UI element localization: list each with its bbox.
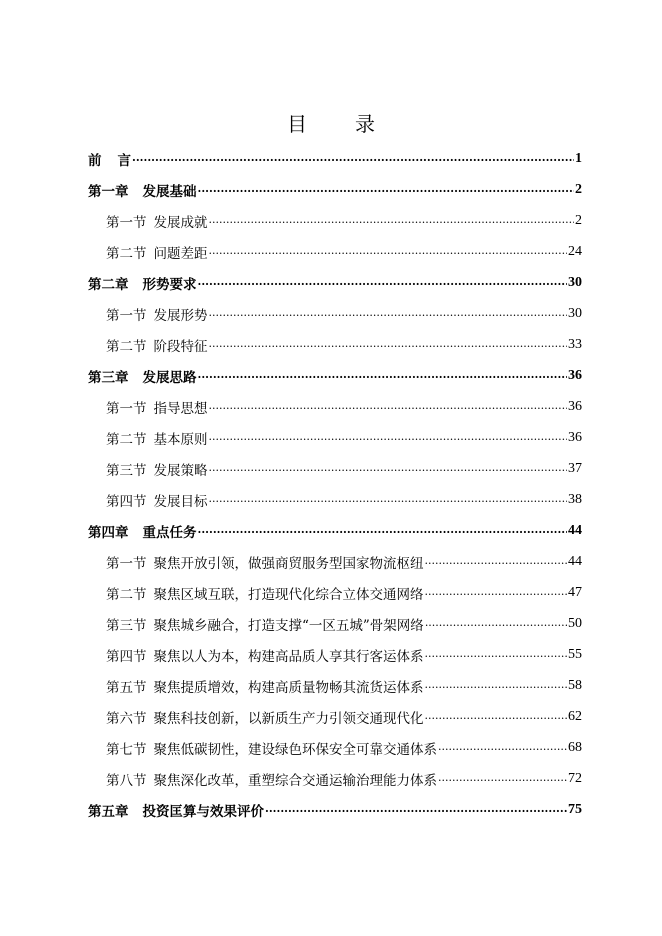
- toc-entry-label: [106, 676, 424, 696]
- toc-page-number: 24: [568, 243, 582, 259]
- toc-entry-title: 发展形势: [153, 307, 208, 324]
- toc-page-number: 30: [568, 305, 582, 321]
- toc-entry-label: [106, 738, 437, 758]
- toc-page-number: 2: [575, 181, 582, 197]
- toc-entry-label: [106, 304, 208, 324]
- toc-entry-title: 言: [117, 152, 131, 169]
- toc-chapter-entry[interactable]: [88, 794, 582, 825]
- toc-entry-title: 发展成就: [153, 214, 208, 231]
- toc-entry-title: 发展目标: [153, 493, 208, 510]
- toc-section-entry[interactable]: [88, 701, 582, 732]
- toc-entry-number: 第一节: [106, 307, 147, 324]
- toc-entry-title: 发展思路: [142, 369, 197, 386]
- toc-dot-leader: [265, 800, 567, 816]
- toc-dot-leader: [209, 459, 568, 475]
- toc-entry-number: 第八节: [106, 772, 147, 789]
- toc-entry-label: [106, 211, 208, 231]
- toc-section-entry[interactable]: [88, 639, 582, 670]
- toc-entry-number: 第二节: [106, 431, 147, 448]
- toc-entry-label: [106, 490, 208, 510]
- toc-page-number: 50: [568, 615, 582, 631]
- toc-page-number: 33: [568, 336, 582, 352]
- toc-entry-number: 前: [88, 152, 102, 169]
- toc-entry-number: 第一章: [88, 183, 129, 200]
- toc-dot-leader: [425, 614, 567, 630]
- toc-page-number: 36: [568, 429, 582, 445]
- toc-dot-leader: [425, 645, 568, 661]
- toc-entry-number: 第二节: [106, 586, 147, 603]
- toc-entry-title: 发展基础: [142, 183, 197, 200]
- toc-section-entry[interactable]: [88, 577, 582, 608]
- toc-entry-title: 投资匡算与效果评价: [142, 803, 264, 820]
- toc-entry-label: [88, 800, 264, 820]
- toc-chapter-entry[interactable]: [88, 267, 582, 298]
- toc-section-entry[interactable]: [88, 391, 582, 422]
- toc-section-entry[interactable]: [88, 422, 582, 453]
- toc-section-entry[interactable]: [88, 453, 582, 484]
- toc-entry-number: 第二节: [106, 338, 147, 355]
- toc-dot-leader: [209, 242, 568, 258]
- toc-page-number: 2: [575, 212, 582, 228]
- toc-page-number: 68: [568, 739, 582, 755]
- toc-entry-title: 聚焦低碳韧性，建设绿色环保安全可靠交通体系: [153, 741, 437, 758]
- toc-entry-number: 第一节: [106, 555, 147, 572]
- toc-page-number: 75: [568, 801, 582, 817]
- toc-entry-number: 第四章: [88, 524, 129, 541]
- toc-entry-title: 聚焦开放引领，做强商贸服务型国家物流枢纽: [153, 555, 424, 572]
- toc-dot-leader: [198, 273, 568, 289]
- toc-entry-label: [106, 459, 208, 479]
- toc-page-number: 72: [568, 770, 582, 786]
- toc-entry-label: [88, 180, 197, 200]
- toc-section-entry[interactable]: [88, 298, 582, 329]
- toc-entry-label: [88, 149, 131, 169]
- toc-chapter-entry[interactable]: [88, 143, 582, 174]
- toc-dot-leader: [425, 552, 568, 568]
- toc-entry-number: 第三节: [106, 462, 147, 479]
- toc-entry-label: [106, 769, 437, 789]
- toc-entry-label: [106, 335, 208, 355]
- toc-entry-title: 指导思想: [153, 400, 208, 417]
- toc-chapter-entry[interactable]: [88, 360, 582, 391]
- toc-section-entry[interactable]: [88, 205, 582, 236]
- toc-entry-title: 问题差距: [153, 245, 208, 262]
- toc-entry-title: 重点任务: [142, 524, 197, 541]
- toc-section-entry[interactable]: [88, 670, 582, 701]
- toc-page-number: 1: [575, 150, 582, 166]
- toc-dot-leader: [209, 490, 568, 506]
- toc-dot-leader: [425, 707, 568, 723]
- toc-page-number: 36: [568, 398, 582, 414]
- toc-entry-number: 第四节: [106, 493, 147, 510]
- toc-entry-title: 聚焦区域互联，打造现代化综合立体交通网络: [153, 586, 424, 603]
- toc-entry-number: 第五章: [88, 803, 129, 820]
- toc-entry-label: [106, 242, 208, 262]
- toc-entry-label: [106, 707, 424, 727]
- toc-dot-leader: [425, 583, 568, 599]
- toc-page-number: 36: [568, 367, 582, 383]
- toc-entry-label: [106, 614, 424, 634]
- toc-dot-leader: [438, 769, 567, 785]
- toc-entry-title: 发展策略: [153, 462, 208, 479]
- toc-section-entry[interactable]: [88, 763, 582, 794]
- toc-page-number: 47: [568, 584, 582, 600]
- toc-page-number: 44: [568, 522, 582, 538]
- toc-dot-leader: [198, 521, 568, 537]
- toc-dot-leader: [198, 180, 575, 196]
- toc-entry-number: 第七节: [106, 741, 147, 758]
- toc-dot-leader: [438, 738, 567, 754]
- toc-entry-title: 聚焦深化改革，重塑综合交通运输治理能力体系: [153, 772, 437, 789]
- toc-entry-number: 第四节: [106, 648, 147, 665]
- toc-entry-number: 第三章: [88, 369, 129, 386]
- toc-dot-leader: [209, 397, 568, 413]
- toc-entry-label: [106, 428, 208, 448]
- toc-entry-title: 形势要求: [142, 276, 197, 293]
- toc-page-number: 62: [568, 708, 582, 724]
- toc-section-entry[interactable]: [88, 484, 582, 515]
- toc-chapter-entry[interactable]: [88, 174, 582, 205]
- toc-entry-number: 第二节: [106, 245, 147, 262]
- toc-list: [88, 143, 582, 825]
- toc-section-entry[interactable]: [88, 236, 582, 267]
- toc-entry-number: 第一节: [106, 400, 147, 417]
- toc-entry-number: 第二章: [88, 276, 129, 293]
- toc-entry-title: 聚焦科技创新，以新质生产力引领交通现代化: [153, 710, 424, 727]
- toc-dot-leader: [209, 211, 575, 227]
- toc-chapter-entry[interactable]: [88, 515, 582, 546]
- toc-entry-label: [88, 521, 197, 541]
- toc-entry-title: 阶段特征: [153, 338, 208, 355]
- toc-dot-leader: [209, 304, 568, 320]
- toc-entry-number: 第一节: [106, 214, 147, 231]
- toc-section-entry[interactable]: [88, 329, 582, 360]
- toc-entry-label: [88, 366, 197, 386]
- toc-entry-label: [106, 583, 424, 603]
- toc-page-number: 44: [568, 553, 582, 569]
- toc-entry-label: [106, 397, 208, 417]
- toc-page-number: 58: [568, 677, 582, 693]
- toc-dot-leader: [425, 676, 568, 692]
- toc-entry-label: [106, 645, 424, 665]
- toc-entry-number: 第五节: [106, 679, 147, 696]
- toc-page-number: 30: [568, 274, 582, 290]
- toc-section-entry[interactable]: [88, 546, 582, 577]
- toc-entry-title: 聚焦以人为本，构建高品质人享其行客运体系: [153, 648, 424, 665]
- toc-section-entry[interactable]: [88, 608, 582, 639]
- toc-entry-title: 聚焦城乡融合，打造支撑“一区五城”骨架网络: [153, 617, 424, 634]
- toc-title: 目 录: [287, 112, 389, 136]
- toc-entry-label: [88, 273, 197, 293]
- toc-dot-leader: [132, 149, 574, 165]
- toc-page-number: 55: [568, 646, 582, 662]
- toc-page-number: 37: [568, 460, 582, 476]
- toc-dot-leader: [198, 366, 568, 382]
- toc-dot-leader: [209, 335, 568, 351]
- toc-section-entry[interactable]: [88, 732, 582, 763]
- toc-entry-title: 基本原则: [153, 431, 208, 448]
- toc-entry-number: 第六节: [106, 710, 147, 727]
- toc-entry-number: 第三节: [106, 617, 147, 634]
- toc-entry-label: [106, 552, 424, 572]
- toc-dot-leader: [209, 428, 568, 444]
- toc-entry-title: 聚焦提质增效，构建高质量物畅其流货运体系: [153, 679, 424, 696]
- toc-page-number: 38: [568, 491, 582, 507]
